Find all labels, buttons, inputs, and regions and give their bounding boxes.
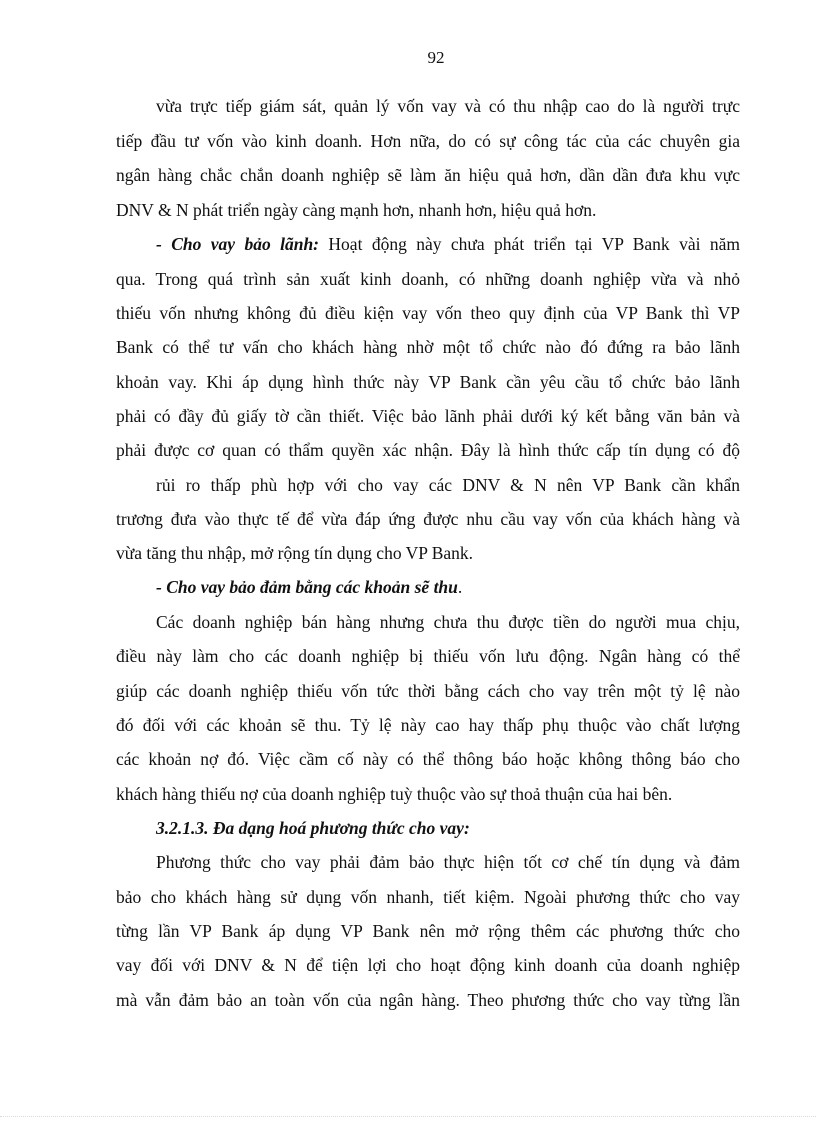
section-heading: 3.2.1.3. Đa dạng hoá phương thức cho vay:: [156, 818, 470, 838]
page-bottom-rule: [0, 1116, 816, 1117]
text-line: trương đưa vào thực tế để vừa đáp ứng được nhu cầu vay vốn của khách hàng và: [116, 509, 740, 529]
text-line: các khoản nợ đó. Việc cầm cố này có thể thông báo hoặc không thông báo cho: [116, 749, 740, 769]
section-heading: - Cho vay bảo đảm bằng các khoản sẽ thu: [156, 577, 458, 597]
text-line: điều này làm cho các doanh nghiệp bị thiếu vốn lưu động. Ngân hàng có thể: [116, 646, 740, 666]
text-line: phải có đầy đủ giấy tờ cần thiết. Việc bảo lãnh phải dưới ký kết bằng văn bản và: [116, 406, 740, 426]
text-line: khách hàng thiếu nợ của doanh nghiệp tuỳ thuộc vào sự thoả thuận của hai bên.: [116, 784, 673, 804]
text-line: từng lần VP Bank áp dụng VP Bank nên mở rộng thêm các phương thức cho: [116, 921, 740, 941]
text-line: vừa tăng thu nhập, mở rộng tín dụng cho VP Bank.: [116, 543, 474, 563]
text-line: mà vẫn đảm bảo an toàn vốn của ngân hàng. Theo phương thức cho vay từng lần: [116, 990, 740, 1010]
text-line: phải được cơ quan có thẩm quyền xác nhận. Đây là hình thức cấp tín dụng có độ: [116, 440, 740, 460]
text-line: ngân hàng chắc chắn doanh nghiệp sẽ làm ăn hiệu quả hơn, dần dần đưa khu vực: [116, 165, 740, 185]
text-line: rủi ro thấp phù hợp với cho vay các DNV & N nên VP Bank cần khẩn: [156, 475, 740, 495]
text-line: khoản vay. Khi áp dụng hình thức này VP Bank cần yêu cầu tổ chức bảo lãnh: [116, 372, 740, 392]
text-line: tiếp đầu tư vốn vào kinh doanh. Hơn nữa, do có sự công tác của các chuyên gia: [116, 131, 740, 151]
text-line: Bank có thể tư vấn cho khách hàng nhờ một tổ chức nào đó đứng ra bảo lãnh: [116, 337, 740, 357]
text-line: bảo cho khách hàng sử dụng vốn nhanh, tiết kiệm. Ngoài phương thức cho vay: [116, 887, 740, 907]
text-line: Phương thức cho vay phải đảm bảo thực hiện tốt cơ chế tín dụng và đảm: [156, 852, 740, 872]
text-run: Hoạt động này chưa phát triển tại VP Bank vài năm: [319, 234, 740, 254]
text-line: giúp các doanh nghiệp thiếu vốn tức thời bằng cách cho vay trên một tỷ lệ nào: [116, 681, 740, 701]
text-line: vừa trực tiếp giám sát, quản lý vốn vay và có thu nhập cao do là người trực: [156, 96, 740, 116]
section-heading: - Cho vay bảo lãnh:: [156, 234, 320, 254]
text-line: [156, 577, 740, 597]
text-line: vay đối với DNV & N để tiện lợi cho hoạt động kinh doanh của doanh nghiệp: [116, 955, 740, 975]
page-number: 92: [427, 48, 445, 67]
text-line: DNV & N phát triển ngày càng mạnh hơn, nhanh hơn, hiệu quả hơn.: [116, 200, 597, 220]
text-line: thiếu vốn nhưng không đủ điều kiện vay vốn theo quy định của VP Bank thì VP: [116, 303, 740, 323]
text-run: .: [457, 577, 463, 597]
text-line: [156, 234, 740, 254]
text-line: đó đối với các khoản sẽ thu. Tỷ lệ này cao hay thấp phụ thuộc vào chất lượng: [116, 715, 740, 735]
text-line: Các doanh nghiệp bán hàng nhưng chưa thu được tiền do người mua chịu,: [156, 612, 740, 632]
text-line: qua. Trong quá trình sản xuất kinh doanh, có những doanh nghiệp vừa và nhỏ: [116, 269, 740, 289]
